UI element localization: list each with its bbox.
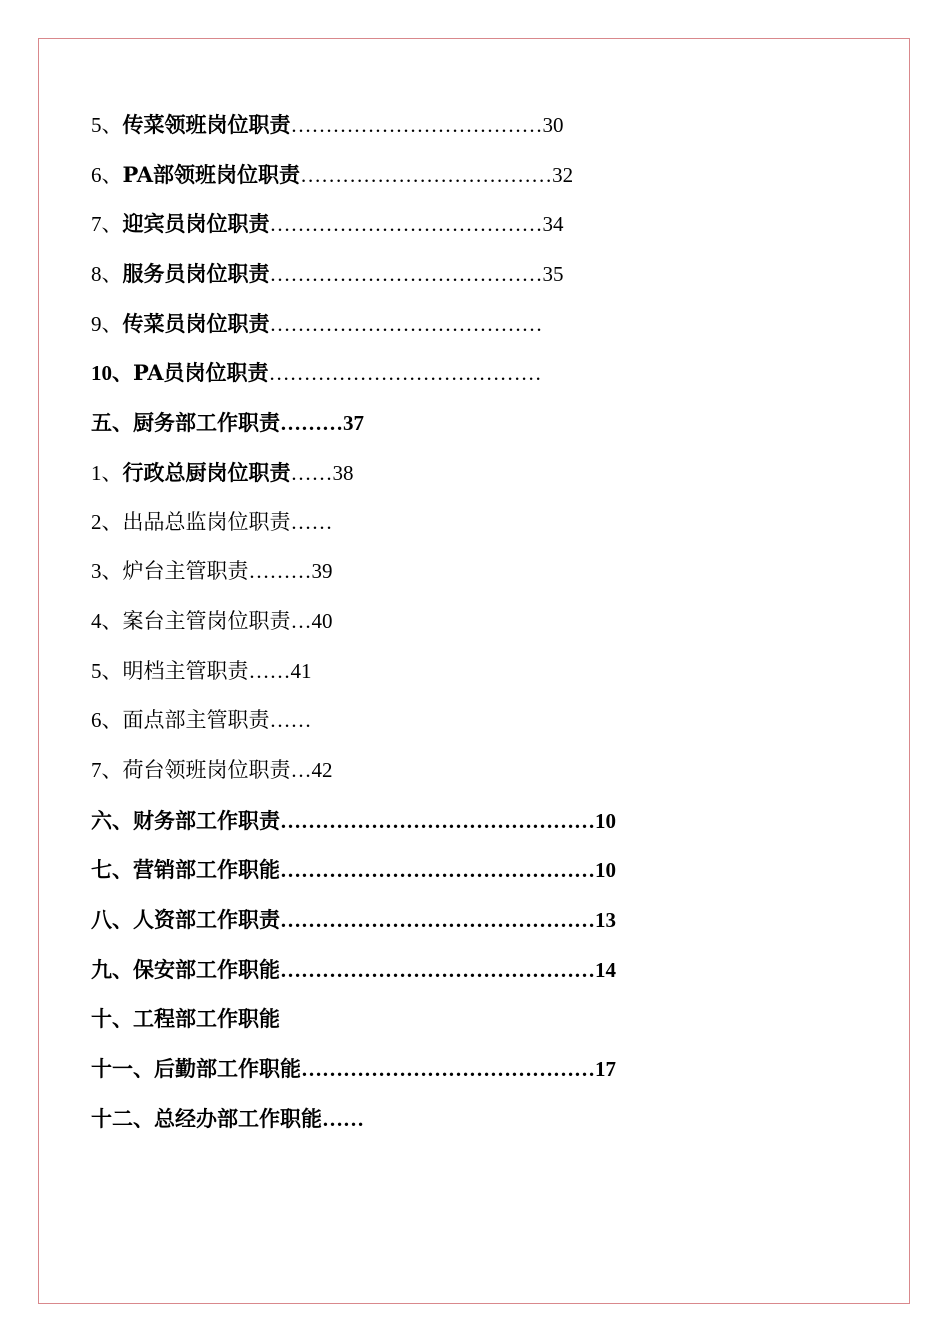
- toc-entry-leader-dots: …………………………………: [269, 212, 543, 237]
- toc-entry-title: 厨务部工作职责: [133, 410, 280, 436]
- toc-entry-leader-dots: ……: [322, 1106, 364, 1131]
- toc-entry[interactable]: [91, 502, 791, 552]
- toc-entry-number: 6、: [91, 162, 123, 187]
- toc-entry-page-number: 41: [290, 658, 312, 683]
- toc-entry-page-number: 17: [595, 1057, 616, 1082]
- toc-entry-number: 8、: [91, 262, 123, 287]
- toc-entry-title: 财务部工作职责: [133, 807, 280, 833]
- toc-entry-title: 炉台主管职责: [122, 559, 249, 584]
- toc-entry[interactable]: [91, 402, 791, 452]
- toc-entry-leader-dots: ……: [290, 509, 333, 534]
- toc-entry-number: 十二、: [91, 1106, 154, 1131]
- toc-entry-title: 人资部工作职责: [133, 907, 280, 932]
- toc-entry-leader-dots: ………: [248, 559, 312, 584]
- toc-entry-title: 行政总厨岗位职责: [122, 459, 291, 485]
- toc-entry-leader-dots: ……: [248, 658, 291, 683]
- toc-entry-leader-dots: ………: [280, 411, 343, 436]
- toc-entry-title: 保安部工作职能: [133, 956, 280, 982]
- toc-entry[interactable]: [91, 253, 791, 303]
- toc-entry-number: 六、: [91, 808, 133, 833]
- toc-entry-leader-dots: …: [290, 608, 312, 633]
- toc-entry-number: 4、: [91, 608, 123, 633]
- toc-entry-title: 荷台领班岗位职责: [122, 757, 291, 782]
- toc-entry-number: 7、: [91, 212, 123, 237]
- toc-entry-number: 七、: [91, 858, 133, 883]
- toc-entry-title: 传菜领班岗位职责: [122, 112, 291, 137]
- toc-entry[interactable]: [91, 1098, 791, 1148]
- toc-entry-number: 9、: [91, 311, 123, 336]
- toc-entry-title: PA员岗位职责: [133, 360, 269, 386]
- toc-entry-page-number: 39: [311, 559, 333, 584]
- toc-entry-number: 1、: [91, 460, 123, 485]
- toc-entry-title: PA部领班岗位职责: [122, 161, 301, 187]
- toc-entry[interactable]: [91, 800, 791, 850]
- toc-entry-page-number: 40: [311, 608, 333, 633]
- toc-entry-title: 迎宾员岗位职责: [122, 211, 270, 237]
- toc-entry-number: 2、: [91, 509, 123, 534]
- toc-entry-page-number: 38: [332, 460, 354, 485]
- toc-entry-number: 3、: [91, 559, 123, 584]
- toc-entry[interactable]: [91, 154, 791, 204]
- toc-entry-leader-dots: ………………………………: [290, 113, 543, 137]
- toc-entry-title: 面点部主管职责: [122, 708, 270, 733]
- toc-entry-leader-dots: ………………………………………: [280, 908, 595, 932]
- toc-entry-leader-dots: ………………………………………: [280, 858, 595, 883]
- toc-entry[interactable]: [91, 551, 791, 601]
- toc-entry-number: 十一、: [91, 1057, 154, 1082]
- toc-entry[interactable]: [91, 998, 791, 1048]
- toc-entry-title: 明档主管职责: [122, 658, 249, 683]
- toc-entry-number: 10、: [91, 361, 133, 386]
- toc-entry-leader-dots: ………………………………………: [280, 957, 595, 982]
- toc-entry-page-number: 30: [542, 113, 564, 137]
- toc-entry-title: 后勤部工作职能: [154, 1056, 301, 1082]
- toc-entry-number: 7、: [91, 757, 123, 782]
- toc-entry-page-number: 10: [595, 858, 616, 883]
- toc-entry-page-number: 13: [595, 908, 616, 932]
- toc-entry-leader-dots: …………………………………: [269, 311, 543, 336]
- toc-entry-number: 5、: [91, 113, 123, 137]
- toc-entry[interactable]: [91, 651, 791, 701]
- toc-entry-leader-dots: ……: [269, 708, 312, 733]
- toc-entry-leader-dots: ………………………………: [300, 162, 553, 187]
- toc-entry[interactable]: [91, 849, 791, 899]
- toc-entry-number: 十、: [91, 1007, 133, 1032]
- toc-entry[interactable]: [91, 452, 791, 502]
- toc-entry-number: 6、: [91, 708, 123, 733]
- toc-entry-number: 八、: [91, 908, 133, 932]
- toc-entry-page-number: 37: [343, 411, 364, 436]
- toc-entry-number: 5、: [91, 658, 123, 683]
- toc-entry-page-number: 14: [595, 957, 616, 982]
- toc-entry[interactable]: [91, 1048, 791, 1098]
- toc-entry-leader-dots: …: [290, 757, 312, 782]
- toc-entry-leader-dots: ……: [290, 460, 333, 485]
- toc-entry-page-number: 34: [542, 212, 564, 237]
- toc-entry[interactable]: [91, 601, 791, 651]
- toc-entry-title: 服务员岗位职责: [122, 261, 270, 287]
- toc-entry-title: 传菜员岗位职责: [122, 310, 270, 336]
- toc-entry-title: 案台主管岗位职责: [122, 608, 291, 633]
- toc-entry[interactable]: [91, 700, 791, 750]
- toc-entry-number: 五、: [91, 411, 133, 436]
- toc-entry[interactable]: [91, 104, 791, 154]
- toc-entry-page-number: 42: [311, 757, 333, 782]
- toc-entry-leader-dots: ………………………………………: [280, 808, 595, 833]
- toc-entry-title: 出品总监岗位职责: [122, 509, 291, 534]
- toc-entry[interactable]: [91, 203, 791, 253]
- toc-entry-leader-dots: …………………………………: [268, 361, 542, 386]
- toc-entry[interactable]: [91, 949, 791, 999]
- table-of-contents: [91, 104, 791, 1147]
- toc-entry[interactable]: [91, 750, 791, 800]
- toc-entry-page-number: 32: [552, 162, 574, 187]
- toc-entry-page-number: 10: [595, 808, 616, 833]
- toc-entry-title: 总经办部工作职能: [154, 1105, 322, 1131]
- toc-entry[interactable]: [91, 352, 791, 402]
- toc-entry[interactable]: [91, 899, 791, 949]
- toc-entry-title: 营销部工作职能: [133, 857, 280, 883]
- toc-entry-number: 九、: [91, 957, 133, 982]
- toc-entry-title: 工程部工作职能: [133, 1006, 280, 1032]
- toc-entry-leader-dots: ……………………………………: [301, 1057, 595, 1082]
- toc-entry-leader-dots: …………………………………: [269, 262, 543, 287]
- toc-entry[interactable]: [91, 303, 791, 353]
- toc-entry-page-number: 35: [542, 262, 564, 287]
